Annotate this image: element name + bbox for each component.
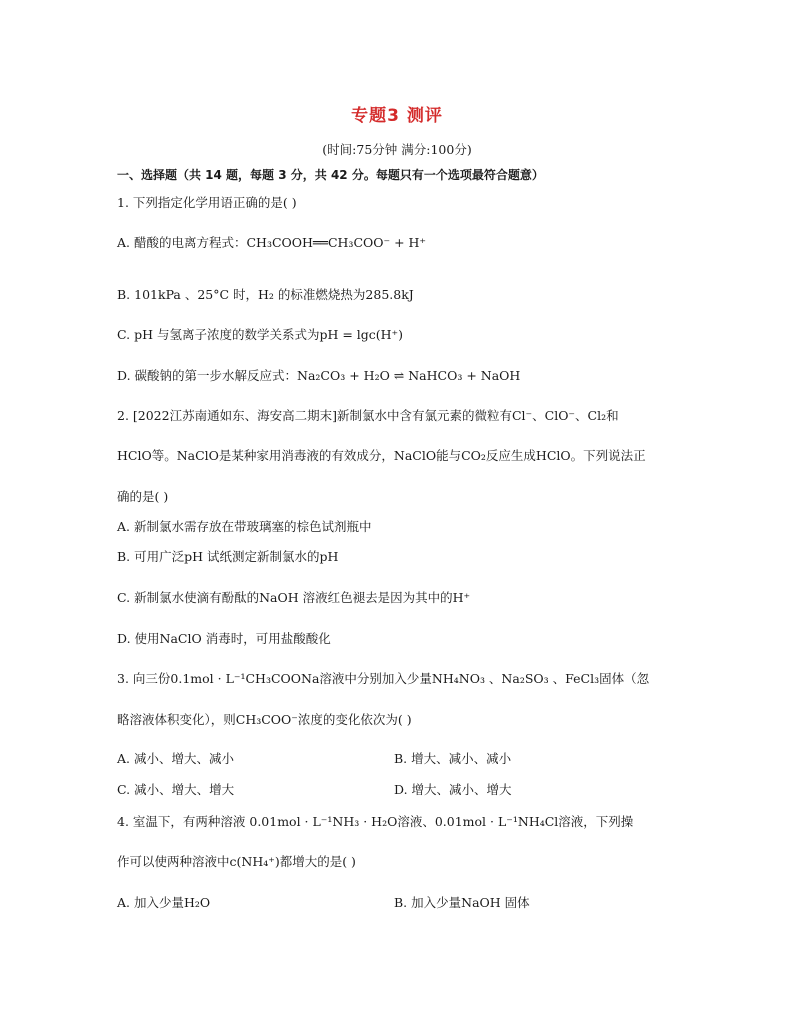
- q1-option-c: C. pH 与氢离子浓度的数学关系式为pH = lgc(H⁺): [117, 327, 404, 342]
- q4-stem-line2: 作可以使两种溶液中c(NH₄⁺)都增大的是( ): [117, 854, 356, 869]
- q2-option-d: D. 使用NaClO 消毒时，可用盐酸酸化: [117, 631, 331, 646]
- exam-info: (时间:75分钟 满分:100分): [322, 142, 472, 157]
- q3-stem-line1: 3. 向三份0.1mol · L⁻¹CH₃COONa溶液中分别加入少量NH₄NO₃ 、Na₂SO₃ 、FeCl₃固体（忽: [117, 671, 650, 686]
- q1-option-b: B. 101kPa 、25°C 时，H₂ 的标准燃烧热为285.8kJ: [117, 287, 414, 302]
- page-title: 专题3 测评: [351, 106, 443, 126]
- q1-stem: 1. 下列指定化学用语正确的是( ): [117, 195, 297, 210]
- q2-stem-line3: 确的是( ): [117, 489, 169, 504]
- q1-option-d: D. 碳酸钠的第一步水解反应式：Na₂CO₃ + H₂O ⇌ NaHCO₃ + NaOH: [117, 368, 521, 383]
- q3-option-b: B. 增大、减小、减小: [394, 751, 512, 766]
- q2-stem-line2: HClO等。NaClO是某种家用消毒液的有效成分，NaClO能与CO₂反应生成HClO。下列说法正: [117, 448, 646, 463]
- q3-stem-line2: 略溶液体积变化），则CH₃COO⁻浓度的变化依次为( ): [117, 712, 412, 727]
- q2-option-a: A. 新制氯水需存放在带玻璃塞的棕色试剂瓶中: [117, 519, 372, 534]
- q2-option-c: C. 新制氯水使滴有酚酞的NaOH 溶液红色褪去是因为其中的H⁺: [117, 590, 471, 605]
- section-heading: 一、选择题（共 14 题，每题 3 分，共 42 分。每题只有一个选项最符合题意）: [117, 168, 544, 182]
- q2-stem-line1: 2. [2022江苏南通如东、海安高二期末]新制氯水中含有氯元素的微粒有Cl⁻、ClO⁻、Cl₂和: [117, 408, 619, 423]
- q3-option-a: A. 减小、增大、减小: [117, 751, 234, 766]
- q4-option-a: A. 加入少量H₂O: [117, 895, 211, 910]
- q3-option-d: D. 增大、减小、增大: [394, 782, 512, 797]
- q4-stem-line1: 4. 室温下，有两种溶液 0.01mol · L⁻¹NH₃ · H₂O溶液、0.01mol · L⁻¹NH₄Cl溶液，下列操: [117, 814, 634, 829]
- q2-option-b: B. 可用广泛pH 试纸测定新制氯水的pH: [117, 549, 339, 564]
- q4-option-b: B. 加入少量NaOH 固体: [394, 895, 530, 910]
- q3-option-c: C. 减小、增大、增大: [117, 782, 235, 797]
- q1-option-a: A. 醋酸的电离方程式：CH₃COOH══CH₃COO⁻ + H⁺: [117, 235, 427, 250]
